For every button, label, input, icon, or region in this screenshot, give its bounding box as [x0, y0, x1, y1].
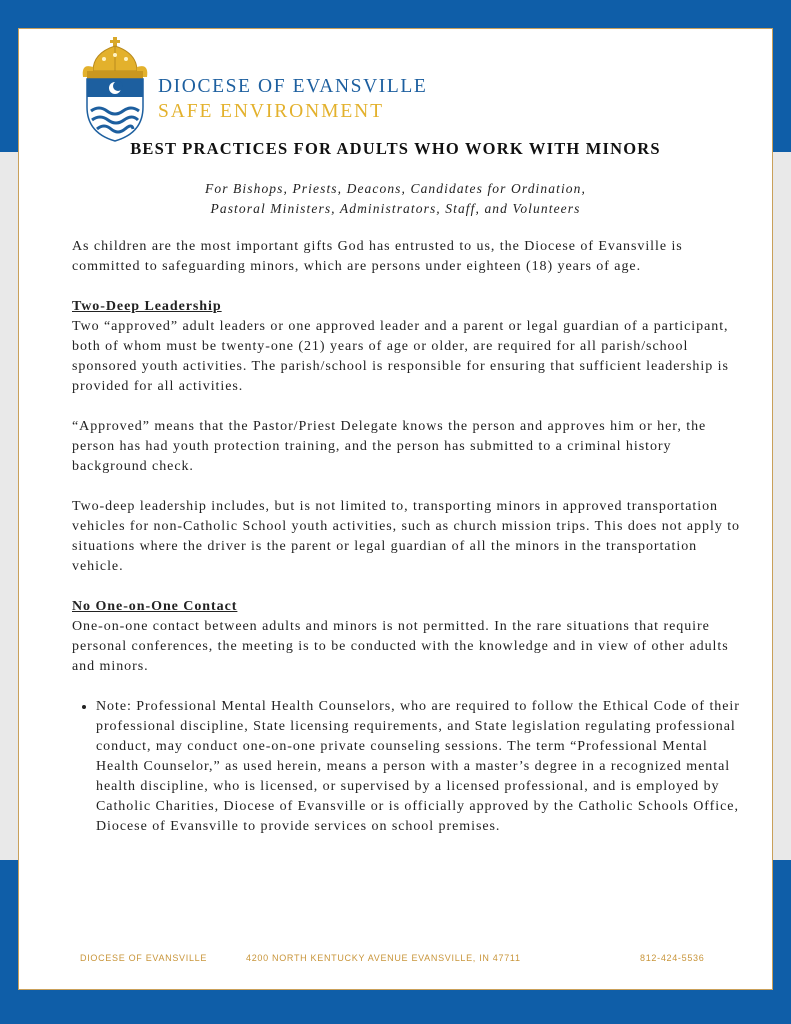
- section-heading-two-deep-leadership: Two-Deep Leadership: [72, 299, 222, 314]
- body-paragraph: Two-deep leadership includes, but is not limited to, transporting minors in approved transportation vehicles for non-Catholic School youth activities, such as church mission trips. This does not apply to situations where the driver is the parent or legal guardian of all the minors in the transportation vehicle.: [72, 499, 741, 574]
- program-name: SAFE ENVIRONMENT: [158, 101, 384, 122]
- document-subtitle: [19, 179, 772, 219]
- subtitle-line: For Bishops, Priests, Deacons, Candidates for Ordination,: [205, 181, 586, 196]
- intro-paragraph: As children are the most important gifts God has entrusted to us, the Diocese of Evansville is committed to safeguarding minors, which are persons under eighteen (18) years of age.: [72, 239, 683, 274]
- section-heading-no-one-on-one-contact: No One-on-One Contact: [72, 599, 238, 614]
- body-paragraph: Two “approved” adult leaders or one approved leader and a parent or legal guardian of a participant, both of whom must be twenty-one (21) years of age or older, are required for all parish/school sponsored youth activities. The parish/school is responsible for ensuring that sufficient leadership is provided for all activities.: [72, 319, 729, 394]
- note-list: [72, 697, 742, 837]
- note-list-item: • Note: Professional Mental Health Counselors, who are required to follow the Ethical Code of their professional discipline, State licensing requirements, and State legislation regulating professional conduct, may conduct one-on-one private counseling sessions. The term “Professional Mental Health Counselor,” as used herein, means a person with a master’s degree in a recognized mental health discipline, who is licensed, or supervised by a licensed professional, and is employed by Catholic Charities, Diocese of Evansville or is officially approved by the Catholic Schools Office, Diocese of Evansville to provide services on school premises.: [96, 697, 742, 837]
- document-title: BEST PRACTICES FOR ADULTS WHO WORK WITH MINORS: [130, 139, 661, 158]
- document-page: [18, 28, 773, 990]
- document-body: [72, 237, 742, 837]
- footer-organization: DIOCESE OF EVANSVILLE: [80, 953, 208, 963]
- subtitle-line: Pastoral Ministers, Administrators, Staff, and Volunteers: [210, 201, 581, 216]
- body-paragraph: “Approved” means that the Pastor/Priest Delegate knows the person and approves him or her, the person has had youth protection training, and the person has submitted to a criminal history background check.: [72, 419, 707, 474]
- footer-address: 4200 NORTH KENTUCKY AVENUE EVANSVILLE, IN 47711: [246, 953, 521, 963]
- organization-name: DIOCESE OF EVANSVILLE: [158, 76, 428, 97]
- body-paragraph: One-on-one contact between adults and minors is not permitted. In the rare situations that require personal conferences, the meeting is to be conducted with the knowledge and in view of other adults and minors.: [72, 619, 729, 674]
- diocese-crest-icon: [79, 37, 151, 147]
- footer-phone: 812-424-5536: [640, 953, 705, 963]
